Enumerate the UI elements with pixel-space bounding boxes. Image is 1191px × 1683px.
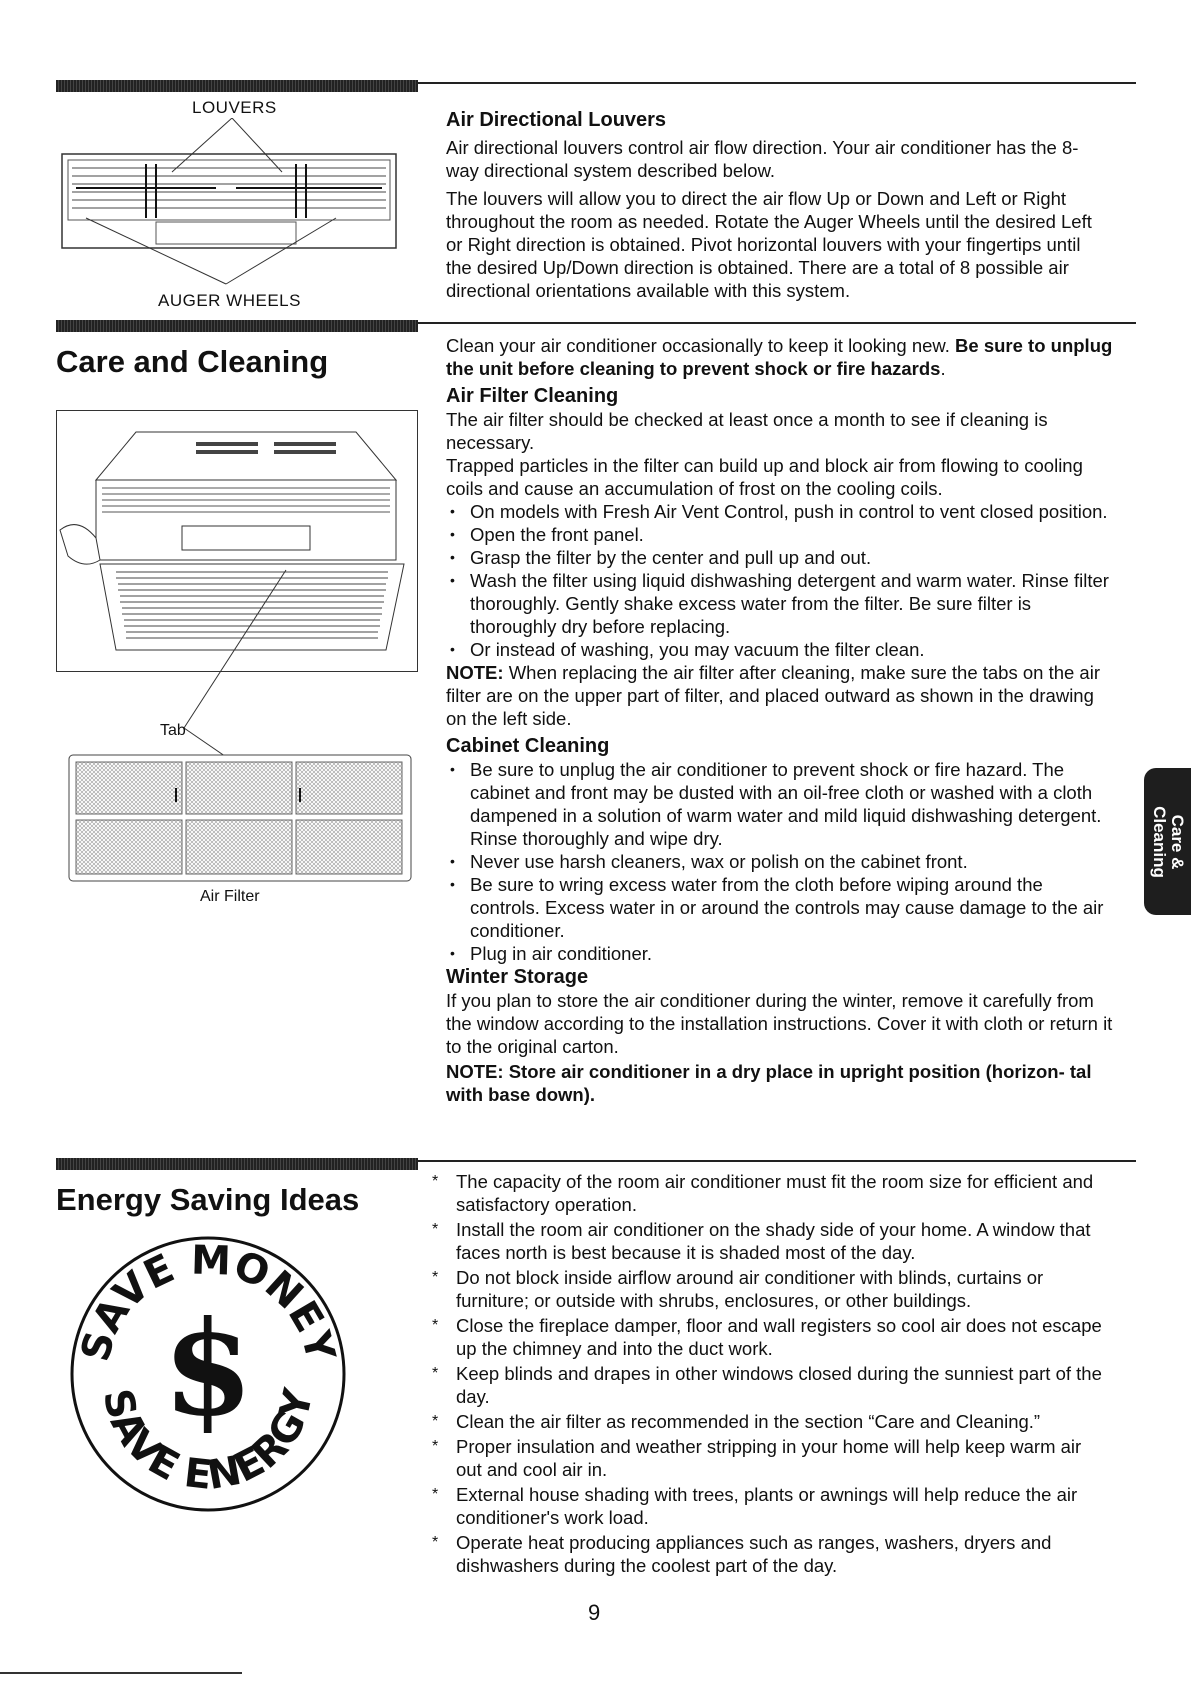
energy-bullets — [430, 1170, 1112, 1577]
tab-label: Tab — [160, 722, 186, 739]
care-heading: Care and Cleaning — [56, 344, 329, 379]
list-item: • Never use harsh cleaners, wax or polish on the cabinet front. — [446, 850, 1114, 873]
list-item — [430, 1483, 1112, 1529]
side-tab-line: Cleaning — [1149, 805, 1169, 878]
section-side-tab — [1144, 768, 1191, 915]
louvers-paragraph: Air directional louvers control air flow direction. Your air conditioner has the 8-way directional system described below. — [446, 137, 1079, 181]
section-rule-heavy — [56, 320, 418, 332]
care-intro-warning: Be sure to unplug the unit before cleaning to prevent shock or fire hazards — [446, 335, 1113, 379]
air-filter-paragraph: The air filter should be checked at least once a month to see if cleaning is necessary. — [446, 409, 1048, 453]
louvers-label: LOUVERS — [192, 98, 277, 117]
list-item: • Or instead of washing, you may vacuum the filter clean. — [446, 638, 1114, 661]
air-filter-paragraph: Trapped particles in the filter can build up and block air from flowing to cooling coils and cause an accumulation of frost on the cooling coils. — [446, 455, 1083, 499]
list-item — [430, 1362, 1112, 1408]
asterisk-icon: * — [432, 1438, 439, 1455]
list-item: • Grasp the filter by the center and pull up and out. — [446, 546, 1114, 569]
asterisk-icon: * — [432, 1317, 439, 1334]
louvers-diagram — [56, 118, 402, 288]
list-item: • Be sure to unplug the air conditioner to prevent shock or fire hazard. The cabinet and front may be dusted with an oil-free cloth or washed with a cloth dampened in a solution of warm water and mild liquid dishwashing detergent. Rinse thoroughly and wipe dry. — [446, 758, 1114, 850]
asterisk-icon: * — [432, 1413, 439, 1430]
side-tab-label — [1150, 806, 1186, 878]
list-item — [430, 1266, 1112, 1312]
list-item-text: Proper insulation and weather stripping in your home will help keep warm air out and cool air in. — [456, 1436, 1082, 1480]
note-text: When replacing the air filter after cleaning, make sure the tabs on the air filter are on the upper part of filter, and placed outward as shown in the drawing on the left side. — [446, 662, 1100, 729]
section-rule-heavy — [56, 80, 418, 92]
list-item-text: Keep blinds and drapes in other windows closed during the sunniest part of the day. — [456, 1363, 1102, 1407]
care-text-block — [446, 334, 1114, 1106]
list-item-text: Clean the air filter as recommended in the section “Care and Cleaning.” — [456, 1411, 1041, 1432]
asterisk-icon: * — [432, 1534, 439, 1551]
svg-text:$: $ — [162, 1292, 254, 1445]
note-label: NOTE: — [446, 662, 504, 683]
section-rule-heavy — [56, 1158, 418, 1170]
list-item: • Wash the filter using liquid dishwashing detergent and warm water. Rinse filter thoroughly. Gently shake excess water from the filter. Be sure filter is thoroughly dry before replacing. — [446, 569, 1114, 638]
list-item: • Open the front panel. — [446, 523, 1114, 546]
list-item — [430, 1218, 1112, 1264]
energy-heading: Energy Saving Ideas — [56, 1182, 360, 1217]
footer-rule — [0, 1672, 242, 1674]
air-filter-note — [446, 661, 1114, 730]
list-item: • Be sure to wring excess water from the cloth before wiping around the controls. Excess water in or around the controls may cause damage to the air conditioner. — [446, 873, 1114, 942]
svg-text:SAVE ENERGY: SAVE ENERGY — [93, 1384, 323, 1500]
louvers-paragraph: The louvers will allow you to direct the air flow Up or Down and Left or Right throughout the room as needed. Rotate the Auger Wheels until the desired Left or Right direction is obtained. Pivot horizontal louvers with your fingertips until the desired Up/Down direction is obtained. There are a total of 8 possible air directional orientations available with this system. — [446, 188, 1092, 301]
air-filter-illustration — [68, 754, 412, 882]
care-intro-text: Clean your air conditioner occasionally to keep it looking new. — [446, 335, 950, 356]
list-item — [430, 1531, 1112, 1577]
air-filter-bullets — [446, 500, 1114, 661]
asterisk-icon: * — [432, 1221, 439, 1238]
asterisk-icon: * — [432, 1173, 439, 1190]
care-intro — [446, 334, 1114, 380]
list-item-text: External house shading with trees, plants or awnings will help reduce the air conditioner's work load. — [456, 1484, 1078, 1528]
care-intro-end: . — [940, 358, 946, 379]
louvers-heading: Air Directional Louvers — [446, 109, 667, 131]
list-item-text: Install the room air conditioner on the shady side of your home. A window that faces north is best because it is shaded most of the day. — [456, 1219, 1091, 1263]
winter-paragraph: If you plan to store the air conditioner during the winter, remove it carefully from the window according to the installation instructions. Cover it with cloth or return it to the original carton. — [446, 990, 1113, 1057]
list-item — [430, 1410, 1112, 1433]
asterisk-icon: * — [432, 1365, 439, 1382]
air-filter-label: Air Filter — [200, 888, 260, 905]
cabinet-heading: Cabinet Cleaning — [446, 735, 610, 757]
page-number: 9 — [588, 1600, 601, 1625]
list-item: • Plug in air conditioner. — [446, 942, 1114, 965]
section-rule-thin — [418, 1160, 1136, 1162]
list-item-text: Operate heat producing appliances such as ranges, washers, dryers and dishwashers during the coolest part of the day. — [456, 1532, 1052, 1576]
list-item-text: The capacity of the room air conditioner must fit the room size for efficient and satisfactory operation. — [456, 1171, 1094, 1215]
energy-text-block — [430, 1170, 1112, 1579]
cabinet-bullets — [446, 758, 1114, 965]
list-item-text: Do not block inside airflow around air conditioner with blinds, curtains or furniture; or outside with shrubs, enclosures, or other buildings. — [456, 1267, 1044, 1311]
asterisk-icon: * — [432, 1486, 439, 1503]
list-item — [430, 1170, 1112, 1216]
list-item — [430, 1314, 1112, 1360]
list-item-text: Close the fireplace damper, floor and wall registers so cool air does not escape up the chimney and into the duct work. — [456, 1315, 1102, 1359]
winter-heading: Winter Storage — [446, 966, 589, 988]
winter-note: NOTE: Store air conditioner in a dry place in upright position (horizon- tal with base down). — [446, 1061, 1092, 1105]
save-money-energy-badge — [68, 1234, 348, 1514]
air-filter-heading: Air Filter Cleaning — [446, 385, 619, 407]
section-rule-thin — [418, 322, 1136, 324]
louvers-text-block — [446, 108, 1106, 307]
list-item: • On models with Fresh Air Vent Control, push in control to vent closed position. — [446, 500, 1114, 523]
list-item — [430, 1435, 1112, 1481]
auger-wheels-label: AUGER WHEELS — [158, 291, 301, 310]
side-tab-line: Care & — [1167, 814, 1187, 869]
svg-text:SAVE MONEY: SAVE MONEY — [72, 1237, 344, 1366]
section-rule-thin — [418, 82, 1136, 84]
asterisk-icon: * — [432, 1269, 439, 1286]
